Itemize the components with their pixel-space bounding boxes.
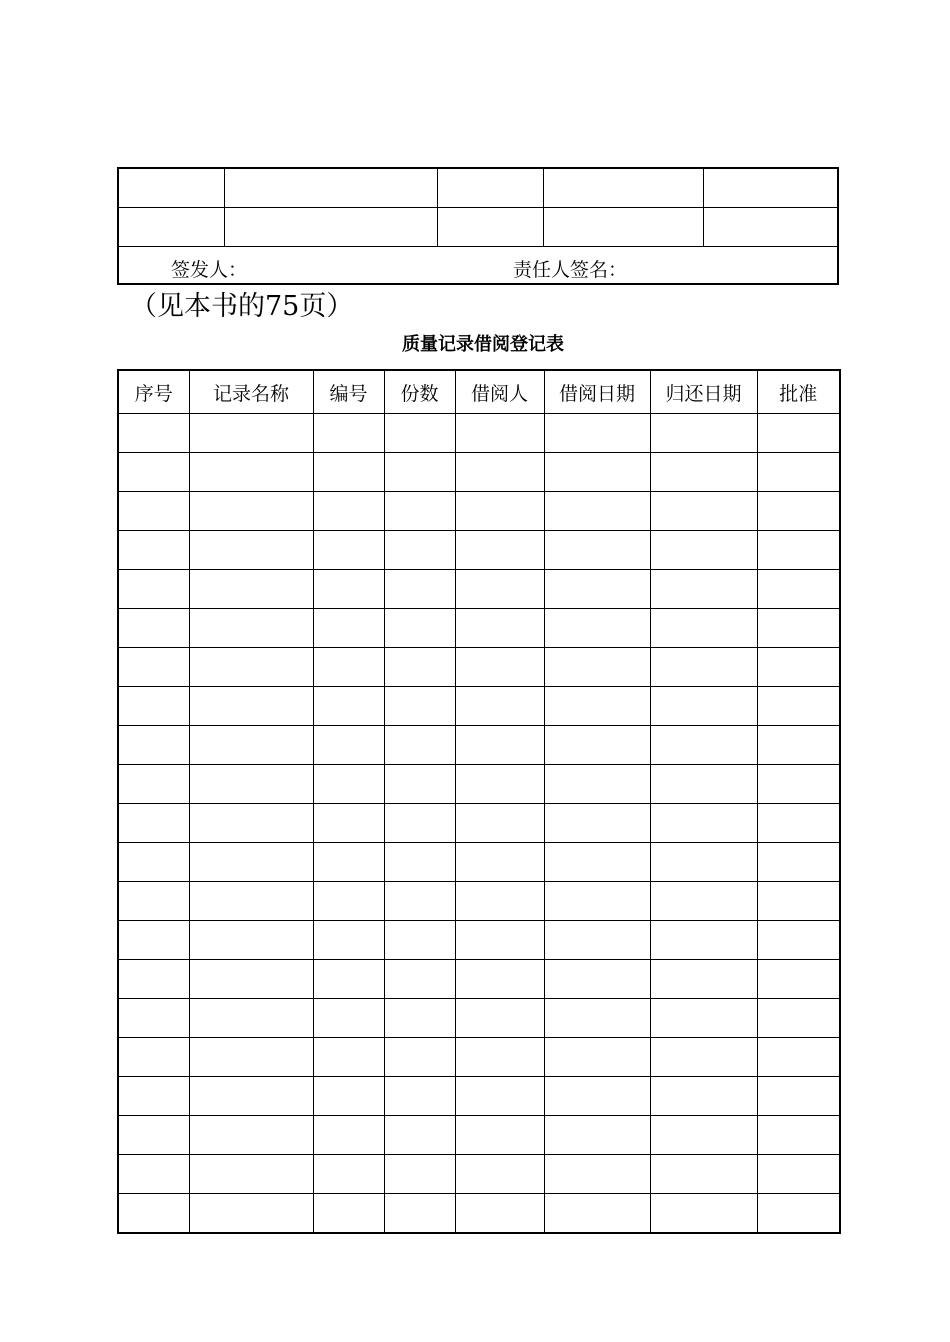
table-cell [757,804,840,843]
table-cell [650,570,757,609]
column-header-borrower: 借阅人 [455,370,544,414]
table-cell [544,687,650,726]
table-cell [313,1155,384,1194]
table-cell [384,1077,455,1116]
table-cell [703,208,838,247]
table-cell [757,1077,840,1116]
table-row [118,687,840,726]
signature-row [118,247,838,285]
table-cell [455,1038,544,1077]
table-cell [650,414,757,453]
table-cell [544,1155,650,1194]
table-cell [650,609,757,648]
table-cell [544,1038,650,1077]
table-cell [118,1116,189,1155]
table-cell [384,687,455,726]
table-cell [757,414,840,453]
table-cell [384,492,455,531]
table-cell [189,1038,313,1077]
table-cell [313,882,384,921]
table-cell [757,1155,840,1194]
table-cell [313,999,384,1038]
table-cell [313,1077,384,1116]
table-cell [650,1116,757,1155]
table-row [118,1038,840,1077]
table-cell [313,1116,384,1155]
table-cell [650,843,757,882]
table-cell [544,843,650,882]
table-cell [118,492,189,531]
table-cell [384,1155,455,1194]
table-cell [455,1194,544,1234]
previous-form-table-fragment [117,167,839,285]
table-cell [650,921,757,960]
table-row [118,1194,840,1234]
table-cell [757,1116,840,1155]
table-cell [757,960,840,999]
table-cell [757,492,840,531]
table-row [118,531,840,570]
table-row [118,843,840,882]
table-cell [384,882,455,921]
table-cell [544,492,650,531]
table-cell [384,1116,455,1155]
table-cell [384,960,455,999]
owner-signature-label: 责任人签名： [513,259,628,281]
table-cell [118,726,189,765]
column-header-number: 编号 [313,370,384,414]
table-cell [313,1038,384,1077]
table-cell [118,453,189,492]
table-cell [544,648,650,687]
table-cell [455,609,544,648]
table-row [118,208,838,247]
table-cell [189,960,313,999]
signature-cell [118,247,838,285]
table-cell [650,726,757,765]
table-cell [757,1194,840,1234]
table-row [118,609,840,648]
table-cell [650,960,757,999]
borrowing-register-table [117,369,841,1234]
table-cell [384,999,455,1038]
table-cell [455,960,544,999]
table-cell [118,570,189,609]
table-cell [544,609,650,648]
table-cell [650,648,757,687]
table-cell [313,531,384,570]
table-row [118,921,840,960]
table-cell [455,414,544,453]
table-cell [650,804,757,843]
table-cell [757,999,840,1038]
table-cell [544,765,650,804]
table-cell [757,609,840,648]
table-cell [544,414,650,453]
table-cell [757,921,840,960]
table-cell [384,921,455,960]
table-cell [189,648,313,687]
table-row [118,765,840,804]
table-cell [313,921,384,960]
table-cell [544,453,650,492]
table-cell [384,726,455,765]
table-cell [118,882,189,921]
table-cell [544,1116,650,1155]
table-cell [455,999,544,1038]
table-cell [313,726,384,765]
table-cell [313,960,384,999]
table-cell [437,208,543,247]
table-cell [650,531,757,570]
table-row [118,414,840,453]
table-row [118,1155,840,1194]
table-cell [384,453,455,492]
table-cell [455,804,544,843]
table-cell [455,453,544,492]
table-cell [455,765,544,804]
table-cell [189,921,313,960]
table-cell [455,1116,544,1155]
table-cell [757,882,840,921]
table-cell [384,765,455,804]
table-cell [455,531,544,570]
table-cell [313,648,384,687]
table-cell [455,492,544,531]
table-row [118,999,840,1038]
table-cell [757,843,840,882]
table-cell [384,1038,455,1077]
table-cell [544,726,650,765]
table-cell [757,648,840,687]
table-cell [455,570,544,609]
table-cell [118,609,189,648]
table-cell [384,531,455,570]
table-cell [313,492,384,531]
table-cell [189,726,313,765]
table-cell [313,765,384,804]
table-cell [544,882,650,921]
table-cell [544,570,650,609]
table-row [118,648,840,687]
table-cell [384,843,455,882]
table-cell [118,168,224,208]
table-row [118,168,838,208]
table-cell [118,687,189,726]
table-cell [384,1194,455,1234]
table-cell [118,1155,189,1194]
table-cell [118,648,189,687]
table-cell [544,531,650,570]
table-cell [313,687,384,726]
table-cell [189,492,313,531]
table-cell [313,414,384,453]
table-row [118,726,840,765]
table-cell [118,531,189,570]
table-cell [455,1155,544,1194]
table-cell [650,1155,757,1194]
table-cell [189,1116,313,1155]
table-cell [650,1194,757,1234]
table-cell [650,687,757,726]
table-cell [118,921,189,960]
table-cell [455,921,544,960]
table-cell [544,804,650,843]
table-cell [189,1194,313,1234]
table-cell [455,648,544,687]
column-header-return-date: 归还日期 [650,370,757,414]
table-cell [650,1038,757,1077]
table-cell [189,804,313,843]
table-cell [757,453,840,492]
table-cell [189,453,313,492]
table-cell [650,882,757,921]
table-cell [189,414,313,453]
table-row [118,1116,840,1155]
table-cell [118,804,189,843]
issuer-signature-label: 签发人： [171,259,248,281]
table-cell [544,999,650,1038]
table-cell [189,570,313,609]
table-row [118,882,840,921]
table-cell [384,804,455,843]
table-cell [757,1038,840,1077]
table-cell [189,687,313,726]
table-cell [544,1077,650,1116]
table-cell [313,1194,384,1234]
table-cell [224,168,437,208]
table-cell [313,453,384,492]
table-cell [544,960,650,999]
table-cell [189,609,313,648]
table-cell [118,1194,189,1234]
table-cell [650,999,757,1038]
table-cell [650,453,757,492]
column-header-borrow-date: 借阅日期 [544,370,650,414]
table-cell [455,726,544,765]
table-row [118,453,840,492]
table-cell [118,960,189,999]
table-row [118,570,840,609]
table-cell [650,1077,757,1116]
table-cell [189,1077,313,1116]
column-header-record-name: 记录名称 [189,370,313,414]
table-cell [455,843,544,882]
table-cell [384,609,455,648]
table-cell [650,765,757,804]
table-cell [384,648,455,687]
table-cell [118,414,189,453]
table-cell [224,208,437,247]
table-cell [313,609,384,648]
table-cell [757,726,840,765]
table-row [118,960,840,999]
table-cell [313,804,384,843]
table-cell [118,999,189,1038]
form-title: 质量记录借阅登记表 [402,334,564,355]
table-cell [189,999,313,1038]
table-cell [384,414,455,453]
column-header-copies: 份数 [384,370,455,414]
table-cell [437,168,543,208]
column-header-serial: 序号 [118,370,189,414]
table-cell [757,765,840,804]
table-row [118,492,840,531]
table-cell [189,1155,313,1194]
table-cell [703,168,838,208]
table-cell [757,570,840,609]
table-cell [189,531,313,570]
table-cell [189,882,313,921]
table-cell [543,208,703,247]
table-cell [455,1077,544,1116]
table-cell [455,687,544,726]
table-row [118,1077,840,1116]
table-cell [118,765,189,804]
table-cell [650,492,757,531]
table-cell [757,687,840,726]
table-cell [118,843,189,882]
table-cell [543,168,703,208]
table-cell [189,765,313,804]
table-cell [544,1194,650,1234]
table-cell [118,1038,189,1077]
header-row [118,370,840,414]
table-cell [455,882,544,921]
table-cell [118,1077,189,1116]
table-cell [313,570,384,609]
table-cell [189,843,313,882]
table-cell [757,531,840,570]
table-cell [118,208,224,247]
table-cell [313,843,384,882]
table-cell [544,921,650,960]
table-row [118,804,840,843]
page-reference-note: （见本书的75页） [130,291,354,322]
table-cell [384,570,455,609]
register-body [118,414,840,1234]
column-header-approval: 批准 [757,370,840,414]
